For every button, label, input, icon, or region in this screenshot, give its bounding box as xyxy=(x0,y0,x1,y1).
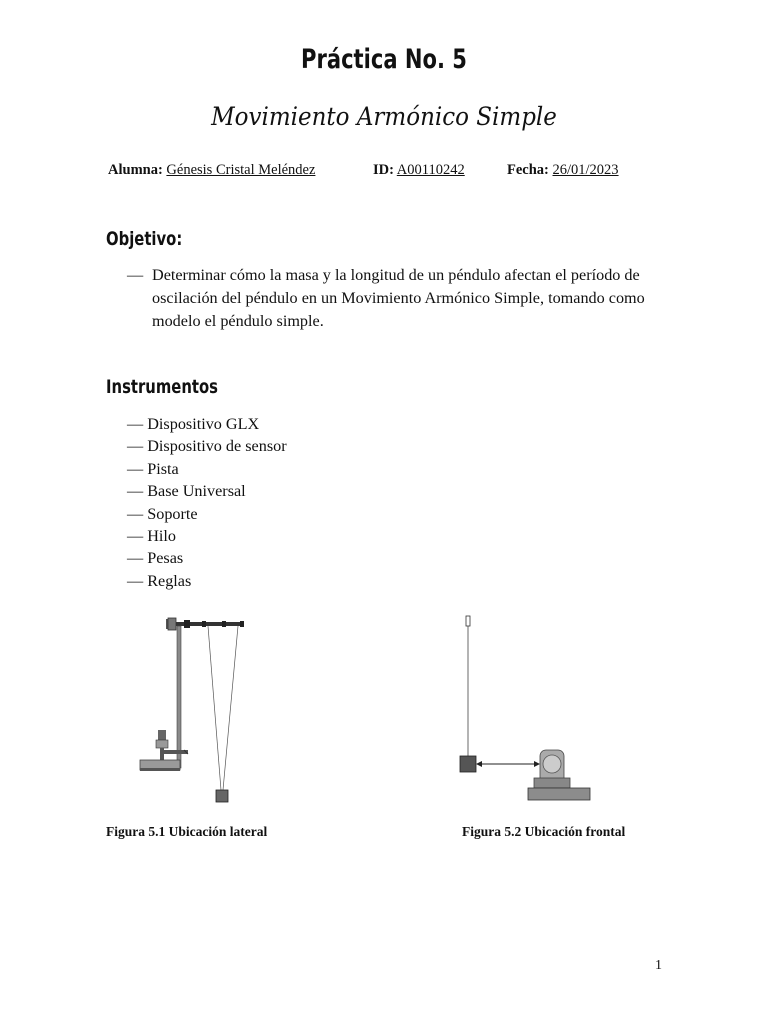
figure-2-caption: Figura 5.2 Ubicación frontal xyxy=(462,824,626,839)
objective-text: Determinar cómo la masa y la longitud de un péndulo afectan el período de oscilación del péndulo en un Movimiento Armónico Simple, tomando como modelo el péndulo simple. xyxy=(152,266,645,330)
objective-paragraph xyxy=(127,264,687,333)
list-item: — Pesas xyxy=(127,549,184,568)
figure-1-caption: Figura 5.1 Ubicación lateral xyxy=(106,824,268,839)
list-item: — Base Universal xyxy=(127,482,246,501)
instruments-list xyxy=(127,413,287,592)
page-subtitle: Movimiento Armónico Simple xyxy=(211,102,557,131)
date-label: Fecha: xyxy=(507,162,549,178)
date-field xyxy=(507,162,619,179)
list-item: — Dispositivo de sensor xyxy=(127,437,287,456)
id-label: ID: xyxy=(373,162,394,178)
date-value: 26/01/2023 xyxy=(552,162,619,178)
id-field xyxy=(373,162,465,179)
page-number: 1 xyxy=(655,958,662,973)
instruments-heading: Instrumentos xyxy=(106,376,218,398)
id-value: A00110242 xyxy=(396,162,465,178)
list-item: — Soporte xyxy=(127,504,198,523)
list-item: — Dispositivo GLX xyxy=(127,415,260,433)
objective-dash: — xyxy=(127,266,144,284)
objective-heading: Objetivo: xyxy=(106,228,183,250)
student-value: Génesis Cristal Meléndez xyxy=(166,162,316,178)
list-item: — Pista xyxy=(127,459,179,478)
list-item: — Reglas xyxy=(127,571,192,590)
page-title: Práctica No. 5 xyxy=(301,44,467,75)
student-label: Alumna: xyxy=(108,162,163,178)
student-field xyxy=(108,162,315,179)
list-item: — Hilo xyxy=(127,527,177,546)
figure-frontal-pendulum xyxy=(452,612,594,804)
figure-lateral-pendulum xyxy=(136,612,256,808)
